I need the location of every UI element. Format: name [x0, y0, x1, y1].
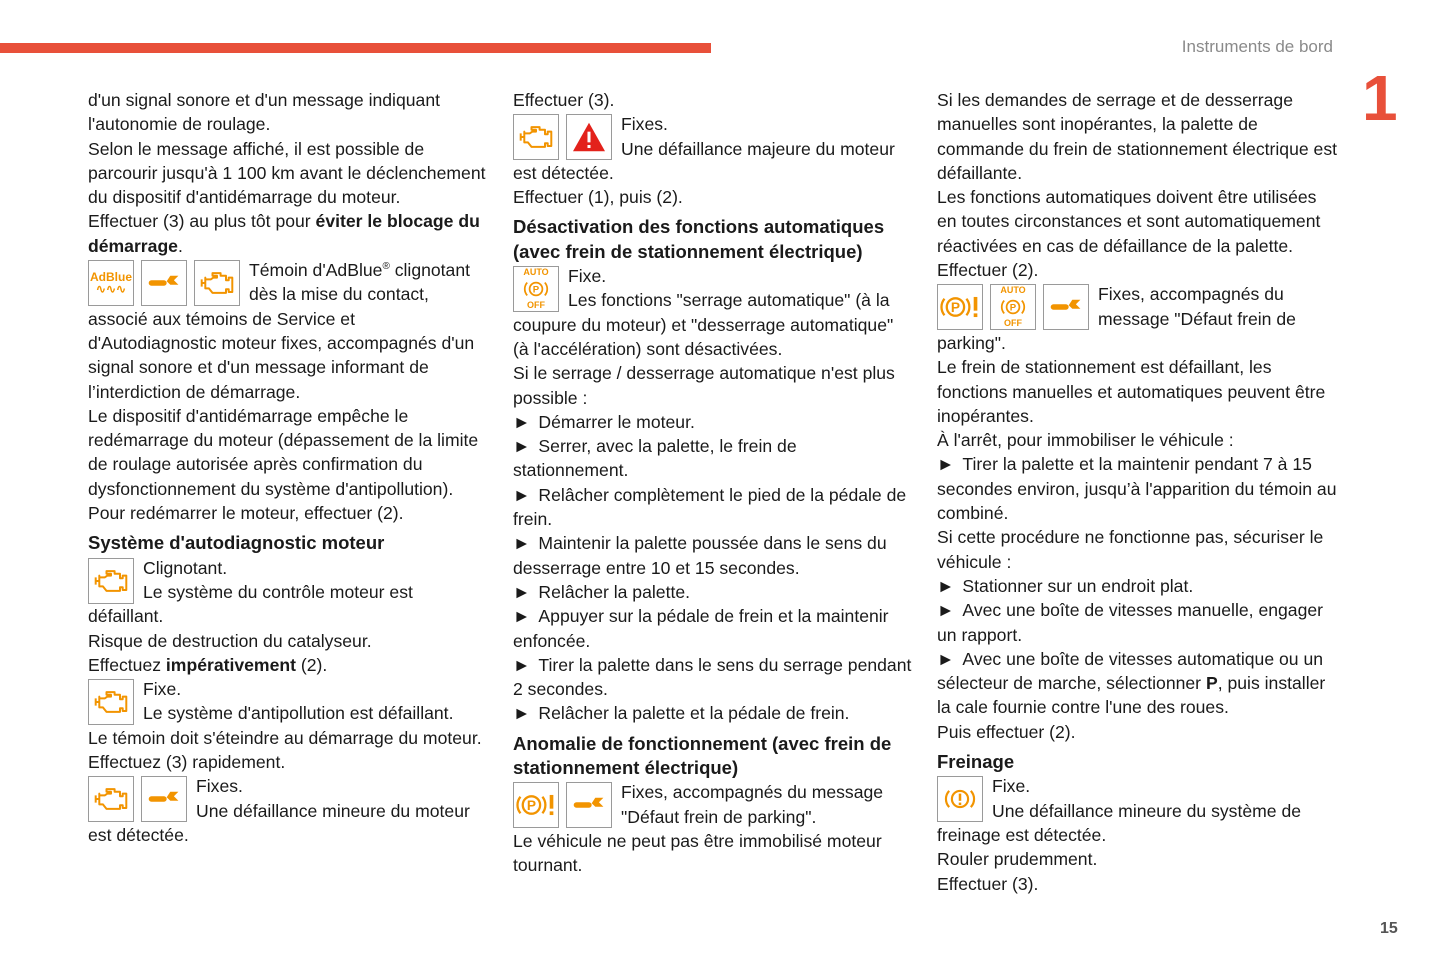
auto-label: AUTO: [1000, 285, 1026, 296]
heading-autodiagnostic: Système d'autodiagnostic moteur: [88, 532, 385, 554]
auto-park-off-icon: [513, 266, 559, 312]
parking-fault-block: Fixes, accompagnés du message "Défaut frein de parking".: [513, 780, 913, 829]
column-3: [937, 88, 1337, 896]
list-item: ► Appuyer sur la pédale de frein et la maintenir enfoncée.: [513, 604, 913, 653]
paragraph: À l'arrêt, pour immobiliser le véhicule :: [937, 430, 1234, 451]
paragraph: Pour redémarrer le moteur, effectuer (2).: [88, 503, 404, 524]
paragraph: Effectuez (3) rapidement.: [88, 752, 286, 773]
heading-braking: Freinage: [937, 751, 1015, 773]
list-item: ► Tirer la palette et la maintenir pendant 7 à 15 secondes environ, jusqu’à l'apparition du témoin au combiné.: [937, 452, 1337, 525]
paragraph: Selon le message affiché, il est possible de parcourir jusqu'à 1 100 km avant le déclenchement du dispositif d'antidémarrage du moteur.: [88, 138, 486, 208]
list-item: ► Relâcher la palette et la pédale de frein.: [513, 701, 913, 725]
paragraph: Effectuez impérativement (2).: [88, 654, 328, 675]
paragraph: d'un signal sonore et d'un message indiquant l'autonomie de roulage.: [88, 90, 440, 135]
paragraph: Effectuer (2).: [937, 260, 1039, 281]
section-title: Instruments de bord: [1181, 37, 1333, 56]
parking-brake-fault-icon: [513, 782, 559, 828]
brake-warning-icon: [937, 776, 983, 822]
engine-major-block: Fixes. Une défaillance majeure du moteur est détectée.: [513, 114, 895, 183]
page-number: 15: [1380, 920, 1398, 937]
parking-default-block: AUTO OFF Fixes, accompagnés du message "Défaut frein de parking".: [937, 284, 1296, 353]
column-1: [88, 88, 486, 847]
paragraph: Effectuer (1), puis (2).: [513, 187, 683, 208]
registered-mark: ®: [382, 261, 390, 273]
list-item: ► Serrer, avec la palette, le frein de stationnement.: [513, 434, 913, 483]
paragraph: Rouler prudemment.: [937, 849, 1098, 870]
heading-malfunction: Anomalie de fonctionnement (avec frein de stationnement électrique): [513, 732, 892, 779]
list-item: ► Tirer la palette dans le sens du serrage pendant 2 secondes.: [513, 653, 913, 702]
service-wrench-icon: [1043, 284, 1089, 330]
paragraph: Puis effectuer (2).: [937, 721, 1076, 742]
parking-brake-fault-icon: [937, 284, 983, 330]
engine-fixed-block: Fixe. Le système d'antipollution est défaillant.: [88, 677, 486, 726]
paragraph: Effectuer (3).: [937, 873, 1039, 894]
engine-icon: [88, 679, 134, 725]
list-item: ► Relâcher complètement le pied de la pédale de frein.: [513, 483, 913, 532]
service-wrench-icon: [141, 260, 187, 306]
paragraph: Si cette procédure ne fonctionne pas, sécuriser le véhicule :: [937, 527, 1324, 572]
paragraph: Le véhicule ne peut pas être immobilisé moteur tournant.: [513, 830, 882, 876]
paragraph: Les fonctions automatiques doivent être utilisées en toutes circonstances et sont automatiquement réactivées en cas de défaillance de la palette.: [937, 187, 1321, 256]
column-2: [513, 88, 913, 878]
paragraph: Effectuer (3).: [513, 90, 615, 110]
list-item: ► Avec une boîte de vitesses manuelle, engager un rapport.: [937, 598, 1337, 647]
list-item: ► Stationner sur un endroit plat.: [937, 574, 1337, 598]
off-label: OFF: [1004, 318, 1022, 329]
engine-minor-block: Fixes. Une défaillance mineure du moteur est détectée.: [88, 776, 470, 845]
engine-blinking-block: Clignotant. Le système du contrôle moteur est défaillant.: [88, 557, 413, 627]
adblue-icon: AdBlue ∿∿∿: [88, 260, 134, 306]
paragraph: Si les demandes de serrage et de desserrage manuelles sont inopérantes, la palette de commande du frein de stationnement électrique est défaillante.: [937, 90, 1338, 183]
engine-icon: [88, 558, 134, 604]
adblue-warning-block: [88, 258, 486, 404]
heading-deactivation: Désactivation des fonctions automatiques (avec frein de stationnement électrique): [513, 216, 885, 262]
auto-park-off-icon: [990, 284, 1036, 330]
adblue-text-cont: clignotant dès la mise du contact, associé aux témoins de Service et d'Autodiagnostic moteur fixes, accompagnés d'un signal sonore et d'un message informant de l’interdiction de démarrage.: [88, 260, 475, 402]
braking-minor-block: Fixe. Une défaillance mineure du système de freinage est détectée.: [937, 776, 1302, 845]
auto-label: AUTO: [523, 267, 549, 278]
paragraph: Le témoin doit s'éteindre au démarrage du moteur.: [88, 727, 482, 748]
chapter-number: 1: [1362, 62, 1398, 134]
service-wrench-icon: [566, 782, 612, 828]
auto-off-block: AUTO OFF Fixe. Les fonctions "serrage automatique" (à la coupure du moteur) et "desserrage automatique" (à l'accélération) sont désactivées.: [513, 266, 894, 359]
engine-icon: [88, 776, 134, 822]
adblue-text: Témoin d'AdBlue: [249, 260, 383, 281]
paragraph: Risque de destruction du catalyseur.: [88, 630, 372, 651]
paragraph: Effectuer (3) au plus tôt pour éviter le blocage du démarrage.: [88, 211, 480, 256]
list-item: ► Avec une boîte de vitesses automatique ou un sélecteur de marche, sélectionner P, puis installer la cale fournie contre l'une des roues.: [937, 647, 1337, 720]
list-item: ► Démarrer le moteur.: [513, 410, 913, 434]
list-item: ► Maintenir la palette poussée dans le sens du desserrage entre 10 et 15 secondes.: [513, 531, 913, 580]
warning-triangle-icon: [566, 114, 612, 160]
service-wrench-icon: [141, 776, 187, 822]
paragraph: Le frein de stationnement est défaillant, les fonctions manuelles et automatiques peuvent être inopérantes.: [937, 357, 1326, 426]
adblue-icon-label: AdBlue: [90, 270, 132, 285]
paragraph: Le dispositif d'antidémarrage empêche le redémarrage du moteur (dépassement de la limite de roulage autorisée après confirmation du dysfonctionnement du système d'antipollution).: [88, 405, 479, 499]
engine-icon: [513, 114, 559, 160]
header-accent-bar: [0, 43, 711, 53]
paragraph: Si le serrage / desserrage automatique n'est plus possible :: [513, 363, 895, 408]
engine-icon: [194, 260, 240, 306]
off-label: OFF: [527, 300, 545, 311]
list-item: ► Relâcher la palette.: [513, 580, 913, 604]
